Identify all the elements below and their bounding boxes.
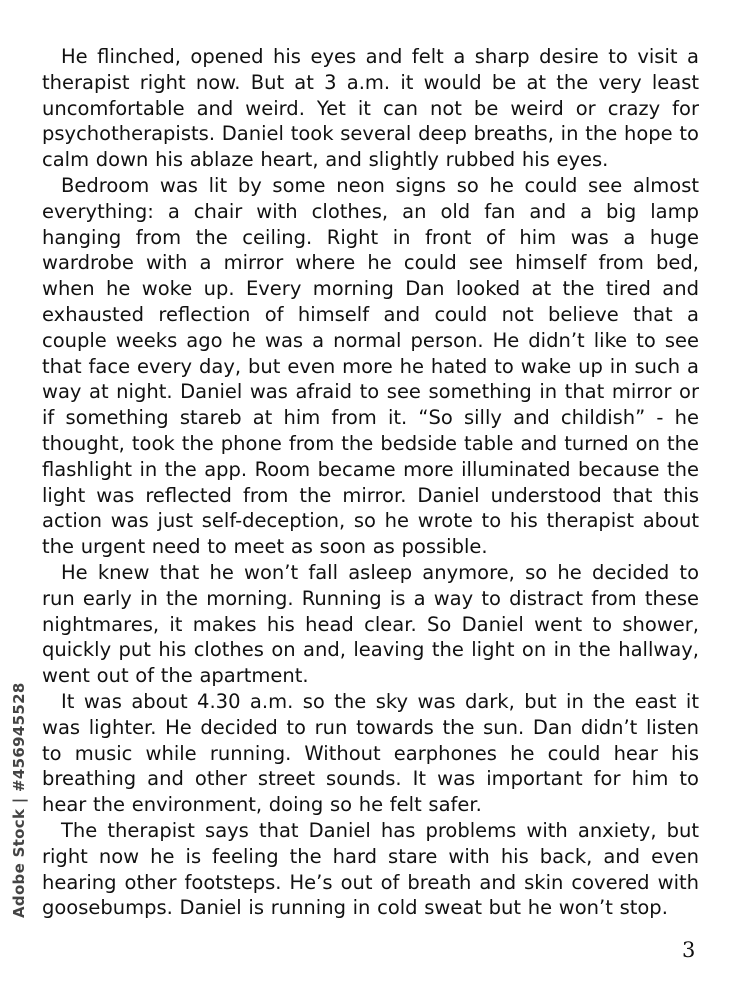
paragraph-5: The therapist says that Daniel has problems with anxiety, but right now he is feeling the hard stare with his back, and even hearing other footsteps. He’s out of breath and skin covered with goosebumps. Daniel is running in cold sweat but he won’t stop. — [42, 818, 699, 920]
paragraph-2: Bedroom was lit by some neon signs so he could see almost everything: a chair with clothes, an old fan and a big lamp hanging from the ceiling. Right in front of him was a huge wardrobe with a mirror where he could see himself from bed, when he woke up. Every morning Dan looked at the tired and exhausted reflection of himself and could not believe that a couple weeks ago he was a normal person. He didn’t like to see that face every day, but even more he hated to wake up in such a way at night. Daniel was afraid to see something in that mirror or if something stareb at him from it. “So silly and childish” - he thought, took the phone from the bedside table and turned on the flashlight in the app. Room became more illuminated because the light was reflected from the mirror. Daniel understood that this action was just self-deception, so he wrote to his therapist about the urgent need to meet as soon as possible. — [42, 173, 699, 559]
stock-watermark-label: Adobe Stock | #456945528 — [10, 682, 28, 918]
paragraph-1: He flinched, opened his eyes and felt a sharp desire to visit a therapist right now. But at 3 a.m. it would be at the very least uncomfortable and weird. Yet it can not be weird or crazy for psychotherapists. Daniel took several deep breaths, in the hope to calm down his ablaze heart, and slightly rubbed his eyes. — [42, 45, 699, 172]
page-number: 3 — [682, 938, 696, 962]
paragraph-4: It was about 4.30 a.m. so the sky was dark, but in the east it was lighter. He decided to run towards the sun. Dan didn’t listen to music while running. Without earphones he could hear his breathing and other street sounds. It was important for him to hear the environment, doing so he felt safer. — [42, 689, 699, 817]
document-body — [42, 44, 699, 921]
paragraph-3: He knew that he won’t fall asleep anymore, so he decided to run early in the morning. Running is a way to distract from these nightmares, it makes his head clear. So Daniel went to shower, quickly put his clothes on and, leaving the light on in the hallway, went out of the apartment. — [42, 560, 699, 688]
